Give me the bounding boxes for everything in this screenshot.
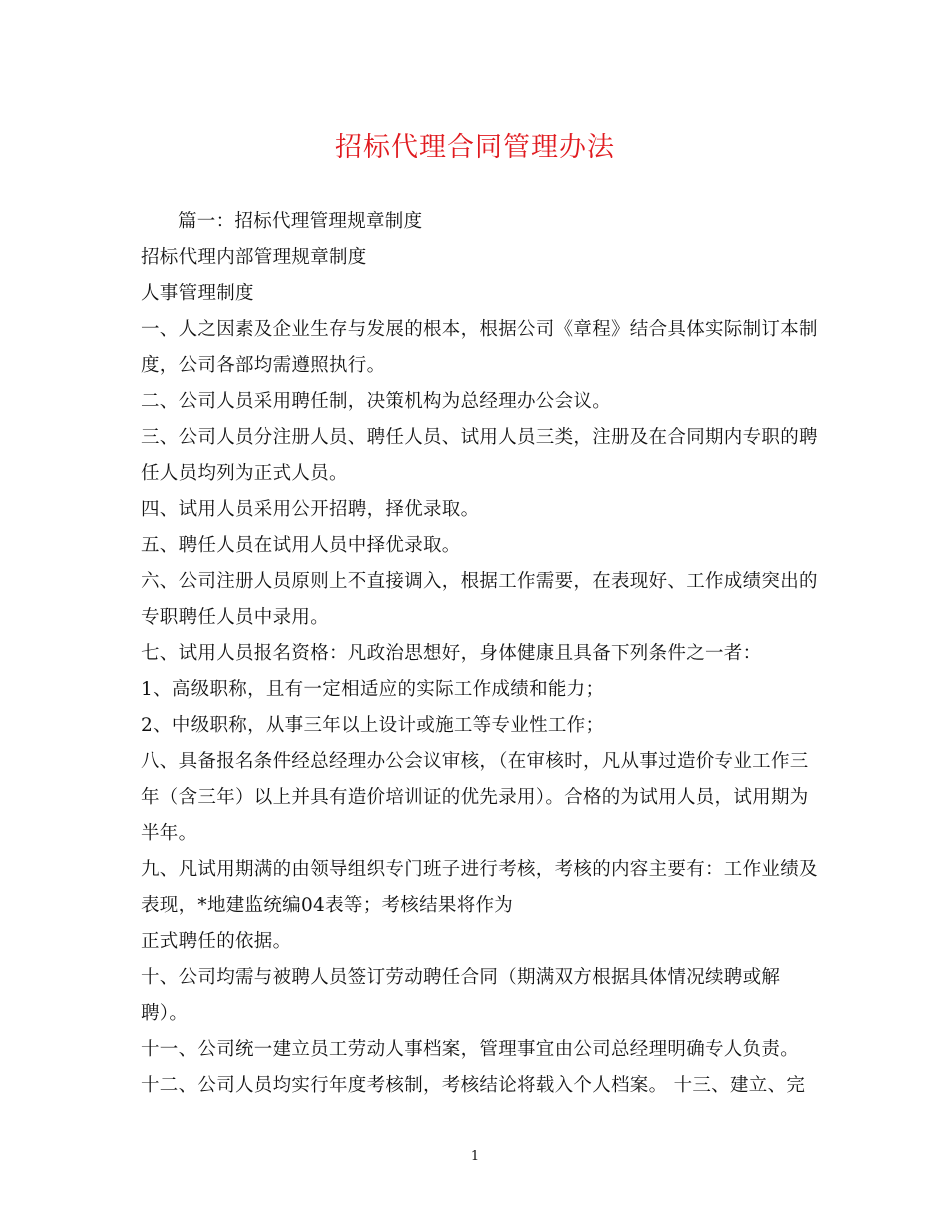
body-line-20: 表现，*地建监统编04表等；考核结果将作为 <box>141 895 514 916</box>
body-line-6: 二、公司人员采用聘任制，决策机构为总经理办公会议。 <box>141 391 612 412</box>
body-line-14: 1、高级职称，且有一定相适应的实际工作成绩和能力； <box>141 679 605 700</box>
body-line-11: 六、公司注册人员原则上不直接调入，根据工作需要，在表现好、工作成绩突出的 <box>141 571 818 592</box>
body-line-7: 三、公司人员分注册人员、聘任人员、试用人员三类，注册及在合同期内专职的聘 <box>141 427 818 448</box>
body-line-9: 四、试用人员采用公开招聘，择优录取。 <box>141 499 480 520</box>
body-line-23: 聘）。 <box>141 1003 189 1024</box>
body-line-10: 五、聘任人员在试用人员中择优录取。 <box>141 535 461 556</box>
page-number: 1 <box>470 1149 480 1164</box>
body-line-13: 七、试用人员报名资格：凡政治思想好，身体健康且具备下列条件之一者： <box>141 643 762 664</box>
body-line-8: 任人员均列为正式人员。 <box>141 463 348 484</box>
body-line-16: 八、具备报名条件经总经理办公会议审核，（在审核时，凡从事过造价专业工作三 <box>141 751 809 772</box>
body-line-5: 度，公司各部均需遵照执行。 <box>141 355 386 376</box>
body-line-4: 一、人之因素及企业生存与发展的根本，根据公司《章程》结合具体实际制订本制 <box>141 319 818 340</box>
body-line-24: 十一、公司统一建立员工劳动人事档案，管理事宜由公司总经理明确专人负责。 <box>141 1039 800 1060</box>
body-line-17: 年（含三年）以上并具有造价培训证的优先录用）。合格的为试用人员，试用期为 <box>141 787 809 808</box>
body-line-19: 九、凡试用期满的由领导组织专门班子进行考核，考核的内容主要有：工作业绩及 <box>141 859 818 880</box>
body-line-21: 正式聘任的依据。 <box>141 931 292 952</box>
body-line-1: 篇一：招标代理管理规章制度 <box>178 211 423 232</box>
body-line-22: 十、公司均需与被聘人员签订劳动聘任合同（期满双方根据具体情况续聘或解 <box>141 967 781 988</box>
body-line-3: 人事管理制度 <box>141 283 254 304</box>
body-line-2: 招标代理内部管理规章制度 <box>141 247 367 268</box>
body-line-12: 专职聘任人员中录用。 <box>141 607 330 628</box>
document-body <box>141 204 821 1104</box>
body-line-15: 2、中级职称，从事三年以上设计或施工等专业性工作； <box>141 715 605 736</box>
document-title: 招标代理合同管理办法 <box>335 132 615 163</box>
body-line-18: 半年。 <box>141 823 198 844</box>
body-line-25: 十二、公司人员均实行年度考核制，考核结论将载入个人档案。 十三、建立、完 <box>141 1075 806 1096</box>
